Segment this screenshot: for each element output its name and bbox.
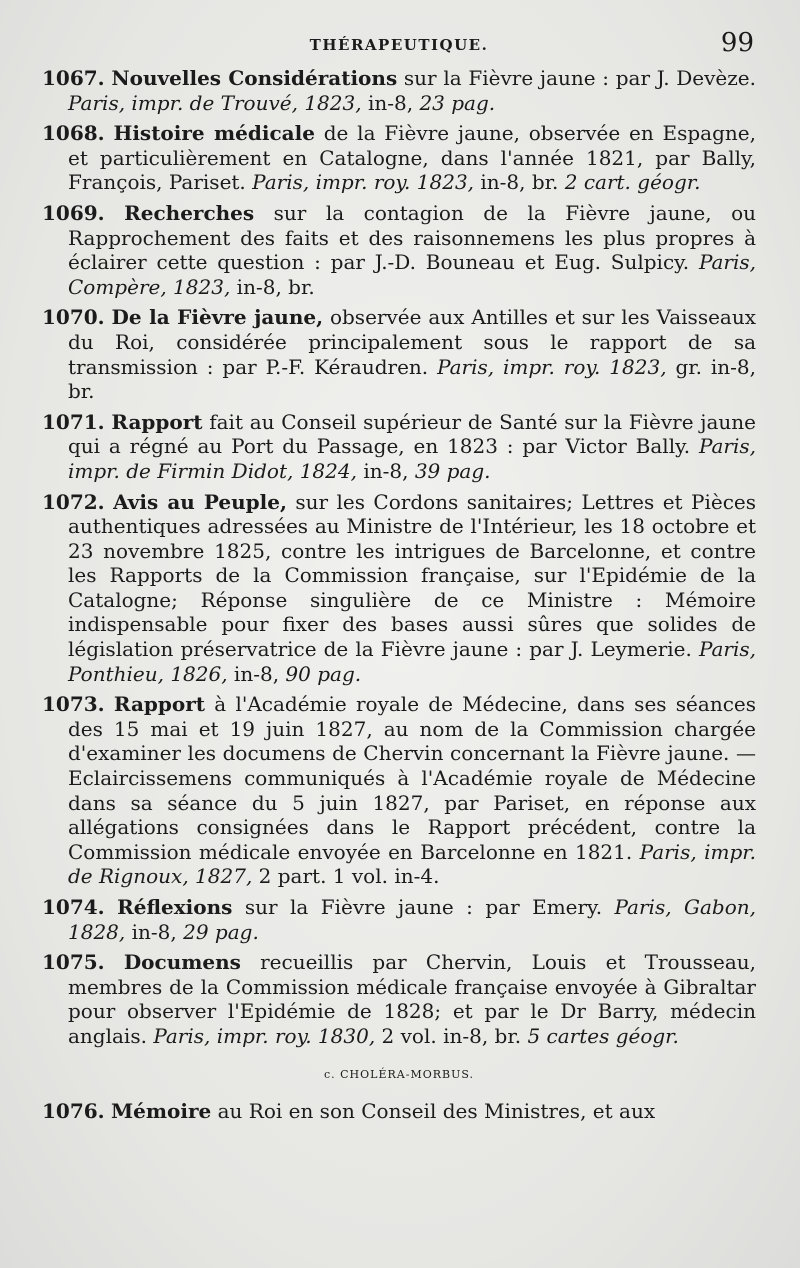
entry-title-lead: Réflexions — [117, 895, 233, 919]
entry-number: 1075. — [42, 950, 105, 975]
entry-number: 1069. — [42, 200, 105, 225]
entry-collation: gr. in-8, br. — [68, 354, 756, 404]
entry-number: 1068. — [42, 121, 105, 146]
page-number: 99 — [720, 28, 754, 58]
entry-body: sur la Fièvre jaune : par J. Devèze. — [397, 66, 756, 90]
entry-body: sur la contagion de la Fièvre jaune, ou Rapprochement des faits et des raisonnemens les plus propres à éclairer cette question : par J.-D. Bouneau et Eug. Sulpicy. — [68, 200, 756, 275]
entry-title-lead: Rapport — [113, 692, 206, 717]
entry-title-lead: Rapport — [111, 409, 203, 434]
page-header — [42, 22, 756, 66]
entry-imprint: Paris, impr. roy. 1830, — [153, 1023, 376, 1048]
bibliography-entry — [42, 121, 756, 195]
entry-collation: in-8, — [356, 458, 415, 483]
entry-body: fait au Conseil supérieur de Santé sur la Fièvre jaune qui a régné au Port du Passage, en 1823 : par Victor Bally. — [68, 409, 757, 459]
bibliography-entry — [42, 490, 756, 687]
entry-container — [42, 66, 756, 1049]
entry-number: 1071. — [42, 409, 105, 434]
entry-imprint: Paris, Gabon, 1828, — [68, 895, 756, 944]
entry-body: recueillis par Chervin, Louis et Trousseau, membres de la Commission médicale française envoyée à Gibraltar pour observer l'Epidémie de 1828; et par le Dr Barry, médecin anglais. — [68, 950, 757, 1048]
entry-imprint: Paris, impr. de Firmin Didot, 1824, — [68, 434, 756, 483]
entry-collation: in-8, — [227, 661, 286, 686]
entry-collation-italic: 2 cart. géogr. — [564, 170, 701, 195]
entry-collation: in-8, — [125, 919, 184, 944]
bibliography-entry — [42, 692, 756, 889]
entry-title-lead: De la Fièvre jaune, — [111, 305, 324, 330]
entry-imprint: Paris, impr. de Trouvé, 1823, — [68, 90, 362, 115]
entry-body: observée aux Antilles et sur les Vaisseaux du Roi, considérée principalement sous le rapport de sa transmission : par P.-F. Kéraudren. — [68, 305, 757, 379]
entry-title-lead: Nouvelles Considérations — [111, 66, 398, 90]
bibliography-list — [42, 66, 756, 1124]
section-heading: c. CHOLÉRA-MORBUS. — [323, 1067, 475, 1081]
entry-imprint: Paris, impr. roy. 1823, — [437, 354, 667, 379]
bibliography-entry — [42, 895, 756, 944]
running-title: THÉRAPEUTIQUE. — [309, 36, 489, 54]
entry-number: 1070. — [42, 305, 105, 330]
entry-collation: in-8, br. — [230, 274, 315, 299]
bibliography-entry — [42, 305, 756, 403]
entry-imprint: Paris, Compère, 1823, — [68, 250, 756, 299]
entry-title-lead: Mémoire — [111, 1099, 212, 1124]
entry-title-lead: Documens — [123, 950, 241, 975]
entry-collation: 2 part. 1 vol. in-4. — [252, 864, 440, 889]
entry-collation-italic: 90 pag. — [285, 661, 362, 686]
bibliography-entry — [42, 66, 756, 115]
entry-collation: in-8, br. — [474, 170, 565, 195]
entry-title-lead: Avis au Peuple, — [113, 489, 287, 514]
entry-title-lead: Recherches — [124, 200, 255, 225]
entry-body: sur la Fièvre jaune : par Emery. — [232, 895, 615, 919]
bibliography-entry — [42, 201, 756, 299]
entry-collation-italic: 5 cartes géogr. — [527, 1023, 679, 1048]
entry-body: sur les Cordons sanitaires; Lettres et Pièces authentiques adressées au Ministre de l'Intérieur, les 18 octobre et 23 novembre 1825, contre les intrigues de Barcelonne, et contre les Rapports de la Commission française, sur l'Epidémie de la Catalogne; Réponse singulière de ce Ministre : Mémoire indispensable pour fixer des bases aussi sûres que solides de législation préservatrice de la Fièvre jaune : par J. Leymerie. — [68, 489, 757, 662]
entry-body: au Roi en son Conseil des Ministres, et aux — [211, 1099, 656, 1124]
entry-number: 1073. — [42, 692, 105, 717]
entry-collation: 2 vol. in-8, br. — [375, 1023, 528, 1048]
bibliography-entry — [42, 410, 756, 484]
bibliography-entry — [42, 1099, 756, 1124]
entry-number: 1074. — [42, 895, 105, 919]
entry-imprint: Paris, impr. de Rignoux, 1827, — [68, 839, 756, 889]
entry-number: 1067. — [42, 66, 105, 90]
entry-body: de la Fièvre jaune, observée en Espagne, et particulièrement en Catalogne, dans l'année 1821, par Bally, François, Pariset. — [68, 121, 756, 195]
entry-number: 1072. — [42, 489, 105, 514]
entry-imprint: Paris, Ponthieu, 1826, — [68, 637, 756, 686]
entry-number: 1076. — [42, 1099, 105, 1124]
entry-collation: in-8, — [361, 90, 420, 115]
bibliography-entry — [42, 950, 756, 1048]
entry-title-lead: Histoire médicale — [113, 121, 315, 146]
entry-collation-italic: 39 pag. — [414, 458, 491, 483]
entry-imprint: Paris, impr. roy. 1823, — [252, 170, 475, 195]
entry-body: à l'Académie royale de Médecine, dans ses séances des 15 mai et 19 juin 1827, au nom de la Commission chargée d'examiner les documens de Chervin concernant la Fièvre jaune. — Eclaircissemens communiqués à l'Académie royale de Médecine dans sa séance du 5 juin 1827, par Pariset, en réponse aux allégations consignées dans le Rapport précédent, contre la Commission médicale envoyée en Barcelonne en 1821. — [68, 692, 756, 864]
entry-collation-italic: 29 pag. — [183, 919, 259, 944]
entry-collation-italic: 23 pag. — [419, 90, 496, 115]
